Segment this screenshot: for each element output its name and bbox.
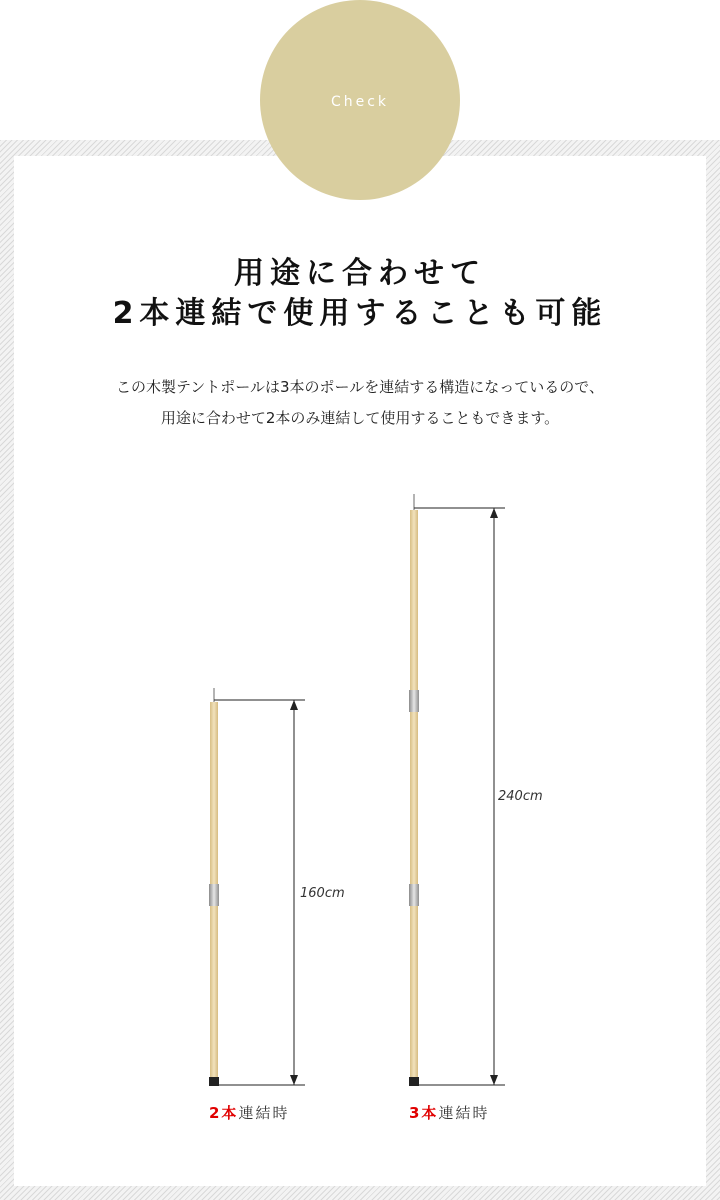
caption-text: 連結時 — [238, 1104, 290, 1122]
caption-two-piece — [209, 1102, 289, 1123]
caption-text: 連結時 — [438, 1104, 490, 1122]
height-label-160: 160cm — [300, 886, 345, 901]
headline-line-1: 用途に合わせて — [234, 256, 486, 291]
pole-joint — [409, 690, 419, 712]
caption-three-piece — [409, 1102, 489, 1123]
height-label-240: 240cm — [498, 789, 543, 804]
description-line-2: 用途に合わせて2本のみ連結して使用することもできます。 — [160, 409, 560, 427]
description-line-1: この木製テントポールは3本のポールを連結する構造になっているので、 — [116, 378, 604, 396]
pole-two-piece — [209, 688, 305, 1086]
badge-label: Check — [330, 94, 390, 110]
pole-joint — [409, 884, 419, 906]
headline-line-2: 2本連結で使用することも可能 — [112, 296, 608, 331]
caption-number: 3本 — [409, 1104, 439, 1122]
caption-number: 2本 — [209, 1104, 239, 1122]
pole-joint — [209, 884, 219, 906]
pole-shaft — [410, 510, 418, 1078]
pole-three-piece — [409, 494, 505, 1086]
